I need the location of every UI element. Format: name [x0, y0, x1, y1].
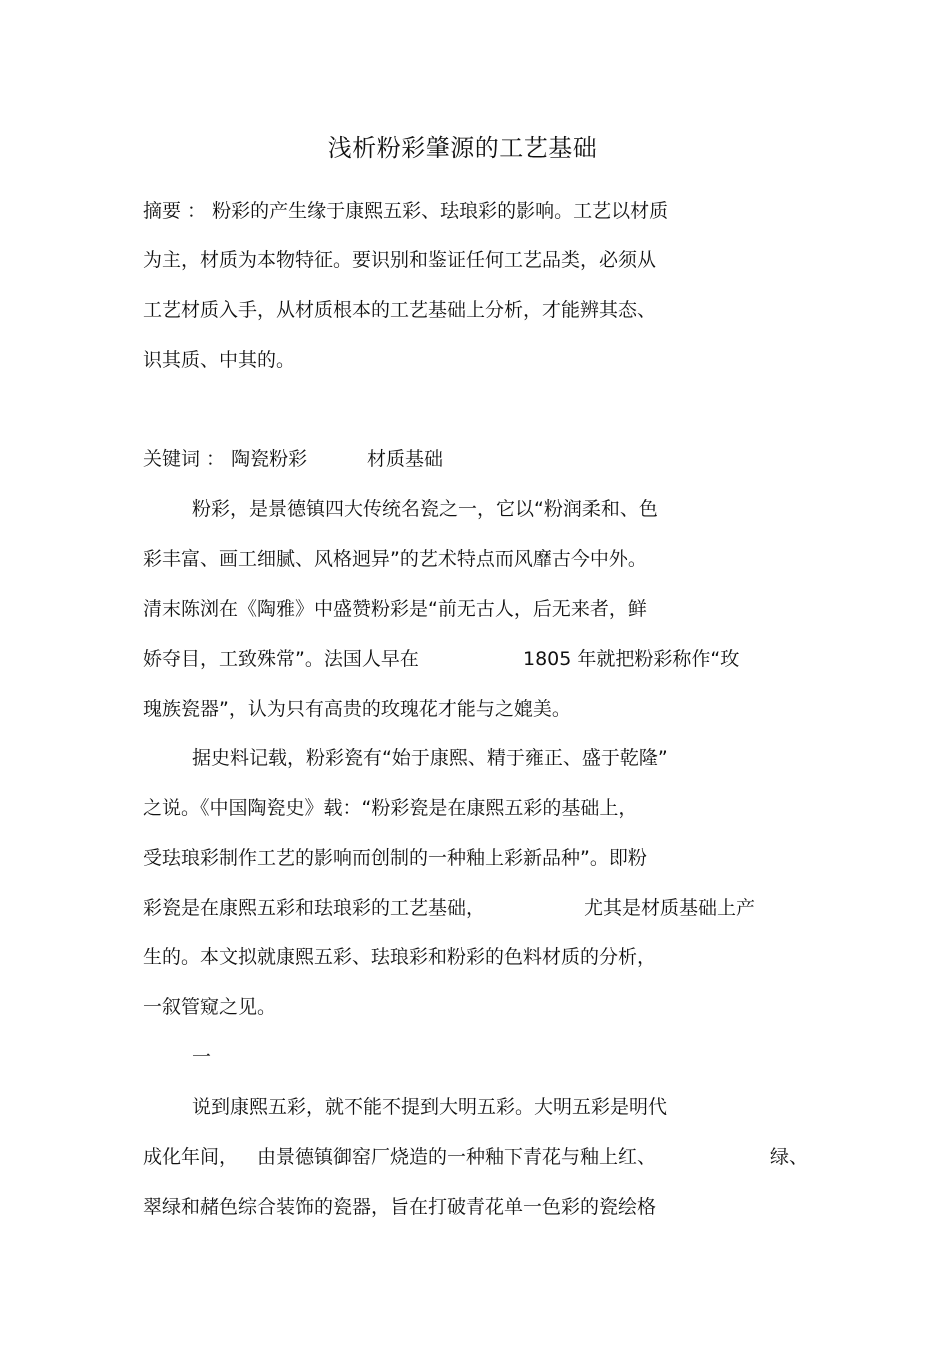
- paragraph-1-line-5: 瑰族瓷器”，认为只有高贵的玫瑰花才能与之媲美。: [143, 698, 571, 720]
- paragraph-3-line-3: 翠绿和赭色综合装饰的瓷器，旨在打破青花单一色彩的瓷绘格: [143, 1196, 657, 1218]
- abstract-line-4: 识其质、中其的。: [143, 349, 296, 371]
- paragraph-1-line-4-b: 1805 年就把粉彩称作“玫: [523, 648, 740, 670]
- abstract-line-3: 工艺材质入手，从材质根本的工艺基础上分析，才能辨其态、: [143, 299, 657, 321]
- paragraph-2-line-1: 据史料记载，粉彩瓷有“始于康熙、精于雍正、盛于乾隆”: [192, 747, 668, 769]
- document-title: 浅析粉彩肇源的工艺基础: [327, 134, 598, 162]
- paragraph-3-line-2-b: 由景德镇御窑厂烧造的一种釉下青花与釉上红、: [257, 1146, 657, 1168]
- paragraph-1-line-4-a: 娇夺目，工致殊常”。法国人早在: [143, 648, 419, 670]
- abstract-line-1: 摘要 ： 粉彩的产生缘于康熙五彩、珐琅彩的影响。工艺以材质: [143, 200, 669, 222]
- paragraph-2-line-2: 之说。《中国陶瓷史》载：“粉彩瓷是在康熙五彩的基础上，: [143, 797, 638, 819]
- paragraph-3-line-1: 说到康熙五彩，就不能不提到大明五彩。大明五彩是明代: [192, 1096, 668, 1118]
- paragraph-3-line-2-a: 成化年间，: [143, 1146, 239, 1168]
- paragraph-1-line-3: 清末陈浏在《陶雅》中盛赞粉彩是“前无古人，后无来者，鲜: [143, 598, 647, 620]
- paragraph-2-line-5: 生的。本文拟就康熙五彩、珐琅彩和粉彩的色料材质的分析，: [143, 946, 657, 968]
- keyword-materials: 材质基础: [367, 448, 444, 470]
- keywords-label: 关键词 ： 陶瓷粉彩: [143, 448, 308, 470]
- paragraph-2-line-4-a: 彩瓷是在康熙五彩和珐琅彩的工艺基础，: [143, 897, 486, 919]
- paragraph-2-line-4-b: 尤其是材质基础上产: [584, 897, 756, 919]
- paragraph-2-line-6: 一叙管窥之见。: [143, 996, 277, 1018]
- paragraph-1-line-2: 彩丰富、画工细腻、风格迥异”的艺术特点而风靡古今中外。: [143, 548, 647, 570]
- paragraph-2-line-3: 受珐琅彩制作工艺的影响而创制的一种釉上彩新品种”。即粉: [143, 847, 647, 869]
- paragraph-3-line-2-c: 绿、: [770, 1146, 809, 1168]
- paragraph-1-line-1: 粉彩，是景德镇四大传统名瓷之一，它以“粉润柔和、色: [192, 498, 658, 520]
- abstract-line-2: 为主，材质为本物特征。要识别和鉴证任何工艺品类，必须从: [143, 249, 657, 271]
- section-marker: 一: [192, 1046, 212, 1068]
